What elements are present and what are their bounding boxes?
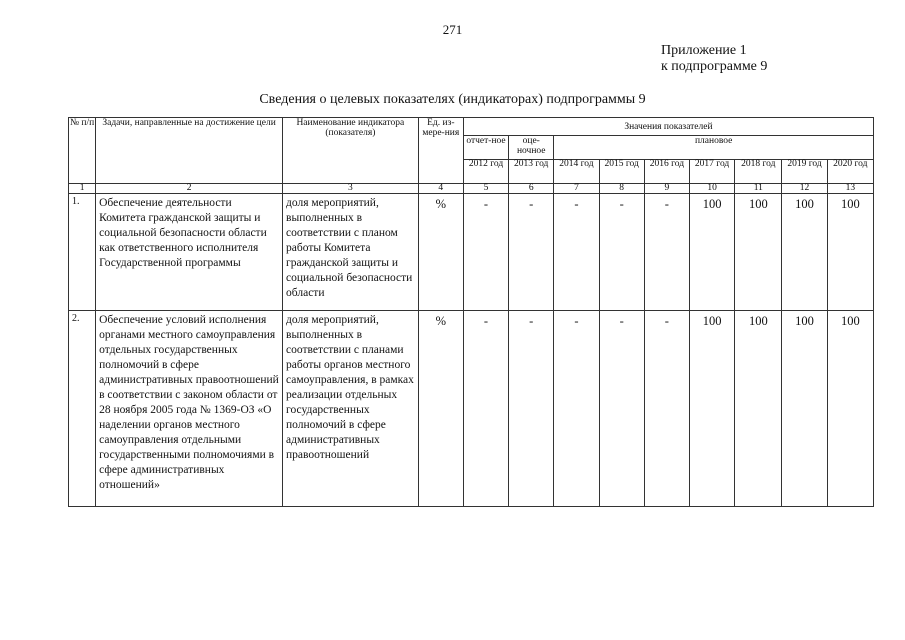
column-number: 2 (96, 184, 283, 194)
table-row (69, 194, 874, 311)
column-number: 7 (554, 184, 599, 194)
value-cell: - (509, 194, 554, 311)
table-row (69, 311, 874, 507)
appendix-line-1: Приложение 1 (661, 43, 747, 58)
header-year: 2013 год (509, 160, 554, 184)
unit-cell: % (418, 311, 463, 507)
value-cell: - (554, 311, 599, 507)
header-year: 2015 год (599, 160, 644, 184)
unit-cell: % (418, 194, 463, 311)
column-number: 8 (599, 184, 644, 194)
column-numbers-row (69, 184, 874, 194)
value-cell: - (463, 194, 508, 311)
value-cell: 100 (690, 311, 735, 507)
value-cell: 100 (782, 311, 827, 507)
column-number: 4 (418, 184, 463, 194)
value-cell: - (463, 311, 508, 507)
column-number: 6 (509, 184, 554, 194)
header-planned: плановое (554, 136, 874, 160)
header-values: Значения показателей (463, 118, 873, 136)
task-cell: Обеспечение деятельности Комитета гражданской защиты и социальной безопасности области как ответственного исполнителя Государственной программы (96, 194, 283, 311)
row-index: 2. (69, 311, 96, 507)
appendix-label (661, 43, 767, 75)
indicator-cell: доля мероприятий, выполненных в соответствии с планом работы Комитета гражданской защиты и социальной безопасности области (283, 194, 419, 311)
value-cell: 100 (690, 194, 735, 311)
column-number: 12 (782, 184, 827, 194)
column-number: 9 (644, 184, 689, 194)
page-number: 271 (442, 22, 463, 37)
indicators-table (68, 117, 874, 507)
value-cell: 100 (827, 194, 873, 311)
header-year: 2020 год (827, 160, 873, 184)
task-cell: Обеспечение условий исполнения органами местного самоуправления отдельных государственных полномочий в сфере административных правоотношений в соответствии с законом области от 28 ноября 2005 года № 1369-ОЗ «О наделении органов местного самоуправления отдельными государственными полномочиями в сфере административных отношений» (96, 311, 283, 507)
document-title: Сведения о целевых показателях (индикаторах) подпрограммы 9 (259, 92, 646, 107)
value-cell: 100 (827, 311, 873, 507)
column-number: 13 (827, 184, 873, 194)
indicator-cell: доля мероприятий, выполненных в соответствии с планами работы органов местного самоуправления, в рамках реализации отдельных государственных полномочий в сфере административных правоотношений (283, 311, 419, 507)
header-year: 2014 год (554, 160, 599, 184)
value-cell: 100 (735, 311, 782, 507)
value-cell: - (599, 194, 644, 311)
value-cell: - (644, 194, 689, 311)
column-number: 11 (735, 184, 782, 194)
column-number: 5 (463, 184, 508, 194)
header-year: 2016 год (644, 160, 689, 184)
value-cell: 100 (782, 194, 827, 311)
column-number: 3 (283, 184, 419, 194)
header-num: № п/п (69, 118, 96, 184)
value-cell: - (554, 194, 599, 311)
column-number: 1 (69, 184, 96, 194)
column-number: 10 (690, 184, 735, 194)
header-year: 2017 год (690, 160, 735, 184)
header-year: 2018 год (735, 160, 782, 184)
header-year: 2012 год (463, 160, 508, 184)
header-report: отчет-ное (463, 136, 508, 160)
row-index: 1. (69, 194, 96, 311)
header-indicator: Наименование индикатора (показателя) (283, 118, 419, 184)
header-tasks: Задачи, направленные на достижение цели (96, 118, 283, 184)
header-estimate: оце-ночное (509, 136, 554, 160)
value-cell: - (599, 311, 644, 507)
header-unit: Ед. из-мере-ния (418, 118, 463, 184)
appendix-line-2: к подпрограмме 9 (661, 59, 768, 74)
value-cell: 100 (735, 194, 782, 311)
value-cell: - (509, 311, 554, 507)
value-cell: - (644, 311, 689, 507)
header-year: 2019 год (782, 160, 827, 184)
